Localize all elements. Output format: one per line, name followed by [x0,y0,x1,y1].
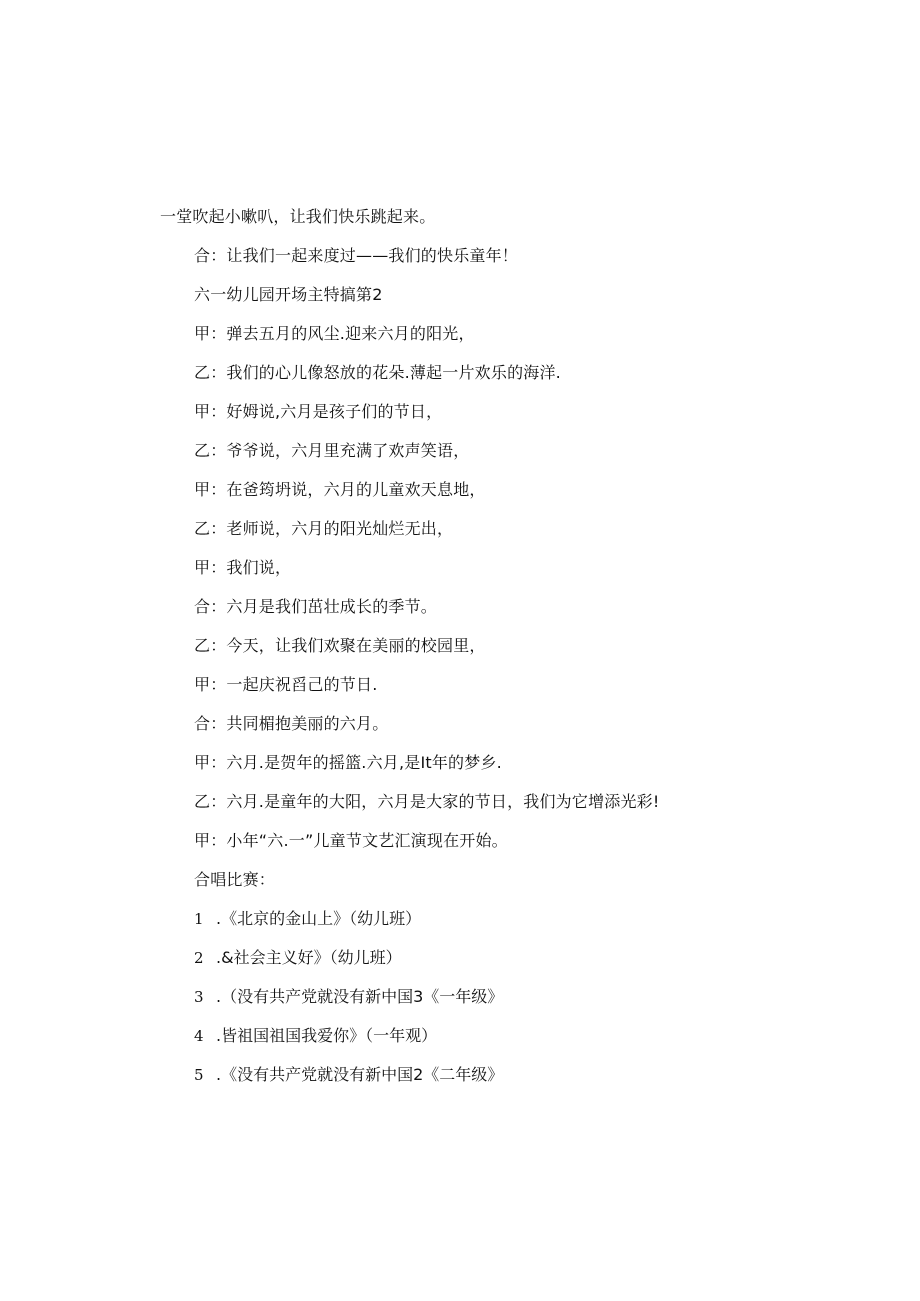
text-line-8: 甲：在爸筠坍说，六月的儿童欢天息地， [194,480,486,499]
text-line-11: 合：六月是我们茁壮成长的季节。 [194,597,438,616]
text-line-5: 乙：我们的心儿像怒放的花朵.薄起一片欢乐的海洋. [194,363,561,382]
list-item-text: .皆祖国祖国我爱你》（一年观） [216,1026,438,1045]
text-line-2: 合：让我们一起来度过——我们的快乐童年！ [194,246,519,265]
text-line-13: 甲：一起庆祝舀己的节日. [194,675,378,694]
list-item-text: .&社会主义好》（幼儿班） [216,948,402,967]
list-item-number: 1 [194,910,204,928]
text-line-16: 乙：六月.是童年的大阳，六月是大家的节日，我们为它增添光彩! [194,792,660,811]
list-item-number: 2 [194,949,204,967]
text-line-6: 甲：好姆说,六月是孩子们的节日， [194,402,443,421]
list-item-number: 3 [194,988,204,1006]
text-line-10: 甲：我们说， [194,558,292,577]
text-line-14: 合：共同楣抱美丽的六月。 [194,714,389,733]
text-line-12: 乙：今天，让我们欢聚在美丽的校园里， [194,636,486,655]
text-line-15: 甲：六月.是贺年的摇篮.六月,是It年的梦乡. [194,753,502,772]
list-item-text: .《北京的金山上》（幼儿班） [216,909,422,928]
list-item-text: .（没有共产党就没有新中国3《一年级》 [216,987,504,1006]
text-line-1: 一堂吹起小嗽叭，让我们快乐跳起来。 [160,207,436,226]
text-line-4: 甲：弹去五月的风尘.迎来六月的阳光， [194,324,475,343]
list-item-number: 5 [194,1066,204,1084]
text-line-17: 甲：小年“六.一”儿童节文艺汇演现在开始。 [194,831,508,850]
section-heading: 六一幼儿园开场主特搞第2 [194,285,383,304]
list-item-number: 4 [194,1027,204,1045]
list-heading: 合唱比赛： [194,870,276,889]
text-line-9: 乙：老师说，六月的阳光灿烂无出， [194,519,454,538]
list-item-text: .《没有共产党就没有新中国2《二年级》 [216,1065,504,1084]
text-line-7: 乙：爷爷说，六月里充满了欢声笑语， [194,441,470,460]
